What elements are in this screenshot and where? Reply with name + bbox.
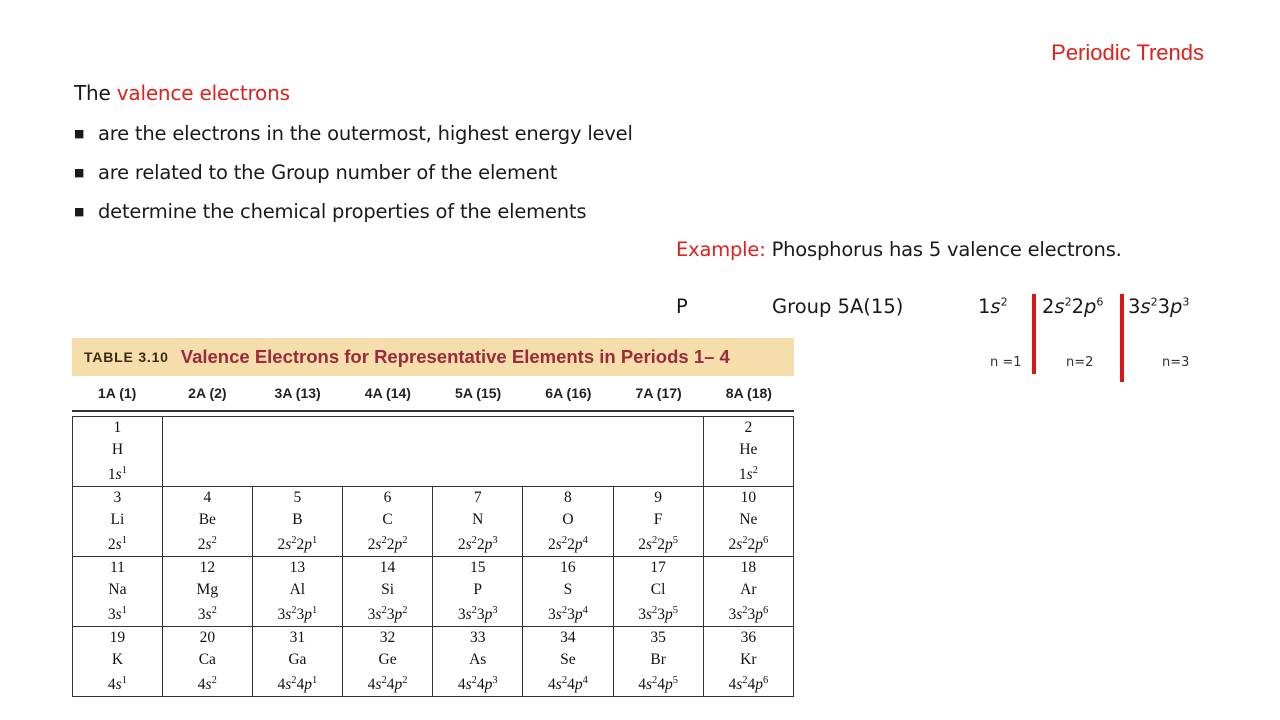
electron-configuration: $2s^1$ xyxy=(107,535,127,554)
atomic-number: 6 xyxy=(383,489,392,507)
element-cell xyxy=(703,627,793,697)
electron-configuration: $2s^22p^3$ xyxy=(457,535,498,554)
atomic-number: 34 xyxy=(560,629,576,647)
element-cell xyxy=(73,557,163,627)
electron-configuration: $4s^24p^1$ xyxy=(277,675,318,694)
valence-table xyxy=(72,338,794,708)
element-symbol: Ar xyxy=(740,580,757,598)
element-cell xyxy=(523,487,613,557)
config-symbol: P xyxy=(676,295,688,318)
element-cell xyxy=(523,627,613,697)
bullet-list xyxy=(74,118,633,235)
atomic-number: 32 xyxy=(379,629,396,647)
electron-configuration: $4s^24p^2$ xyxy=(367,675,408,694)
atomic-number: 15 xyxy=(469,559,486,577)
element-symbol: Al xyxy=(289,580,306,598)
element-symbol: Ne xyxy=(739,510,758,528)
table-title: Valence Electrons for Representative Elements in Periods 1– 4 xyxy=(180,346,730,367)
element-symbol: N xyxy=(472,510,484,528)
atomic-number: 5 xyxy=(293,489,302,507)
electron-configuration: $4s^24p^4$ xyxy=(548,675,588,694)
electron-configuration: $4s^24p^3$ xyxy=(457,675,498,694)
element-cell xyxy=(252,487,342,557)
element-grid xyxy=(72,416,794,697)
atomic-number: 9 xyxy=(654,489,662,507)
shell-divider-1 xyxy=(1032,294,1036,374)
column-header: 4A (14) xyxy=(364,385,411,401)
electron-configuration: $3s^23p^2$ xyxy=(367,605,408,624)
element-symbol: P xyxy=(473,580,483,598)
electron-configuration: $2s^22p^5$ xyxy=(638,535,678,554)
atomic-number: 36 xyxy=(740,629,757,647)
config-shell-2: $2s^22p^6$ xyxy=(1042,295,1104,318)
element-symbol: Mg xyxy=(196,580,219,598)
element-cell xyxy=(703,557,793,627)
element-symbol: Ca xyxy=(198,650,216,668)
atomic-number: 20 xyxy=(199,629,216,647)
element-cell xyxy=(433,557,523,627)
electron-configuration: $2s^22p^1$ xyxy=(277,535,318,554)
element-cell xyxy=(252,627,342,697)
atomic-number: 13 xyxy=(289,559,306,577)
table-header xyxy=(72,376,794,412)
bullet-item xyxy=(74,196,633,235)
atomic-number: 33 xyxy=(469,629,486,647)
shell-divider-2 xyxy=(1120,294,1124,382)
atomic-number: 17 xyxy=(650,559,666,577)
intro-line xyxy=(74,81,290,105)
electron-configuration: $2s^22p^4$ xyxy=(548,535,588,554)
element-symbol: Cl xyxy=(650,580,666,598)
atomic-number: 8 xyxy=(564,489,572,507)
element-symbol: O xyxy=(562,510,574,528)
element-symbol: Si xyxy=(381,580,395,598)
element-symbol: Se xyxy=(560,650,576,668)
electron-configuration: $2s^2$ xyxy=(197,535,217,554)
atomic-number: 2 xyxy=(744,419,753,437)
column-header: 5A (15) xyxy=(455,385,502,401)
electron-configuration: $3s^23p^5$ xyxy=(638,605,678,624)
electron-configuration: $3s^1$ xyxy=(107,605,127,624)
example-label: Example: xyxy=(676,238,766,261)
bullet-item xyxy=(74,118,633,157)
empty-span-cell xyxy=(162,417,703,487)
column-header: 1A (1) xyxy=(97,385,137,401)
element-cell xyxy=(252,557,342,627)
element-cell xyxy=(73,417,163,487)
atomic-number: 12 xyxy=(199,559,216,577)
atomic-number: 3 xyxy=(113,489,122,507)
atomic-number: 10 xyxy=(740,489,757,507)
element-cell xyxy=(613,557,703,627)
bullet-text: are related to the Group number of the element xyxy=(98,161,558,184)
electron-configuration: $4s^24p^5$ xyxy=(638,675,678,694)
config-group: Group 5A(15) xyxy=(772,295,904,318)
element-cell xyxy=(342,557,432,627)
element-symbol: Ge xyxy=(378,650,397,668)
electron-configuration: $3s^23p^6$ xyxy=(728,605,769,624)
element-symbol: Kr xyxy=(740,650,757,668)
square-bullet-icon: ■ xyxy=(74,166,85,179)
table-row xyxy=(73,417,794,487)
column-header: 7A (17) xyxy=(635,385,682,401)
element-cell xyxy=(73,487,163,557)
atomic-number: 11 xyxy=(109,559,125,577)
example-text: Phosphorus has 5 valence electrons. xyxy=(771,238,1122,261)
element-cell xyxy=(433,487,523,557)
element-cell xyxy=(162,627,252,697)
electron-configuration: $2s^22p^6$ xyxy=(728,535,769,554)
electron-configuration: $4s^1$ xyxy=(107,675,127,694)
electron-configuration: $4s^2$ xyxy=(197,675,217,694)
electron-configuration: $3s^2$ xyxy=(197,605,217,624)
element-symbol: Br xyxy=(650,650,666,668)
atomic-number: 16 xyxy=(560,559,576,577)
electron-configuration: $1s^1$ xyxy=(107,465,127,484)
bullet-item xyxy=(74,157,633,196)
element-symbol: He xyxy=(739,440,758,458)
table-row xyxy=(73,487,794,557)
table-row xyxy=(73,627,794,697)
shell-label-n2: n=2 xyxy=(1066,355,1094,370)
shell-label-n1: n =1 xyxy=(990,355,1022,370)
square-bullet-icon: ■ xyxy=(74,205,85,218)
element-cell xyxy=(73,627,163,697)
atomic-number: 4 xyxy=(203,489,212,507)
column-header: 6A (16) xyxy=(545,385,592,401)
atomic-number: 7 xyxy=(473,489,482,507)
element-symbol: Na xyxy=(108,580,127,598)
slide-title: Periodic Trends xyxy=(1051,40,1204,65)
element-symbol: Be xyxy=(198,510,216,528)
element-symbol: K xyxy=(111,650,124,668)
element-symbol: S xyxy=(563,580,573,598)
intro-highlight: valence electrons xyxy=(116,81,290,105)
atomic-number: 1 xyxy=(113,419,122,437)
atomic-number: 19 xyxy=(109,629,126,647)
element-cell xyxy=(613,487,703,557)
table-row xyxy=(73,557,794,627)
shell-label-n3: n=3 xyxy=(1162,355,1190,370)
electron-configuration: $3s^23p^3$ xyxy=(457,605,498,624)
electron-configuration: $4s^24p^6$ xyxy=(728,675,769,694)
table-caption xyxy=(72,338,794,376)
electron-configuration: $3s^23p^1$ xyxy=(277,605,318,624)
element-symbol: Li xyxy=(110,510,125,528)
element-cell xyxy=(613,627,703,697)
bullet-text: determine the chemical properties of the elements xyxy=(98,200,587,223)
electron-configuration: $1s^2$ xyxy=(738,465,758,484)
bullet-text: are the electrons in the outermost, highest energy level xyxy=(98,122,633,145)
element-symbol: As xyxy=(469,650,487,668)
element-symbol: H xyxy=(111,440,124,458)
square-bullet-icon: ■ xyxy=(74,127,85,140)
intro-prefix: The xyxy=(74,81,111,105)
element-cell xyxy=(703,487,793,557)
config-shell-3: $3s^23p^3$ xyxy=(1128,295,1190,318)
column-header: 3A (13) xyxy=(274,385,321,401)
element-cell xyxy=(342,627,432,697)
element-cell xyxy=(523,557,613,627)
element-cell xyxy=(162,487,252,557)
config-shell-1: $1s^2$ xyxy=(978,295,1008,318)
element-cell xyxy=(162,557,252,627)
element-symbol: F xyxy=(653,510,663,528)
element-symbol: B xyxy=(292,510,303,528)
element-symbol: C xyxy=(382,510,393,528)
atomic-number: 18 xyxy=(740,559,757,577)
electron-configuration: $3s^23p^4$ xyxy=(548,605,588,624)
element-cell xyxy=(703,417,793,487)
column-header: 2A (2) xyxy=(188,385,227,401)
element-cell xyxy=(342,487,432,557)
example-line xyxy=(676,238,1122,261)
atomic-number: 35 xyxy=(650,629,666,647)
electron-configuration: $2s^22p^2$ xyxy=(367,535,408,554)
table-tag: TABLE 3.10 xyxy=(84,349,169,365)
element-symbol: Ga xyxy=(288,650,307,668)
atomic-number: 31 xyxy=(289,629,306,647)
element-cell xyxy=(433,627,523,697)
column-header: 8A (18) xyxy=(725,385,772,401)
atomic-number: 14 xyxy=(379,559,396,577)
